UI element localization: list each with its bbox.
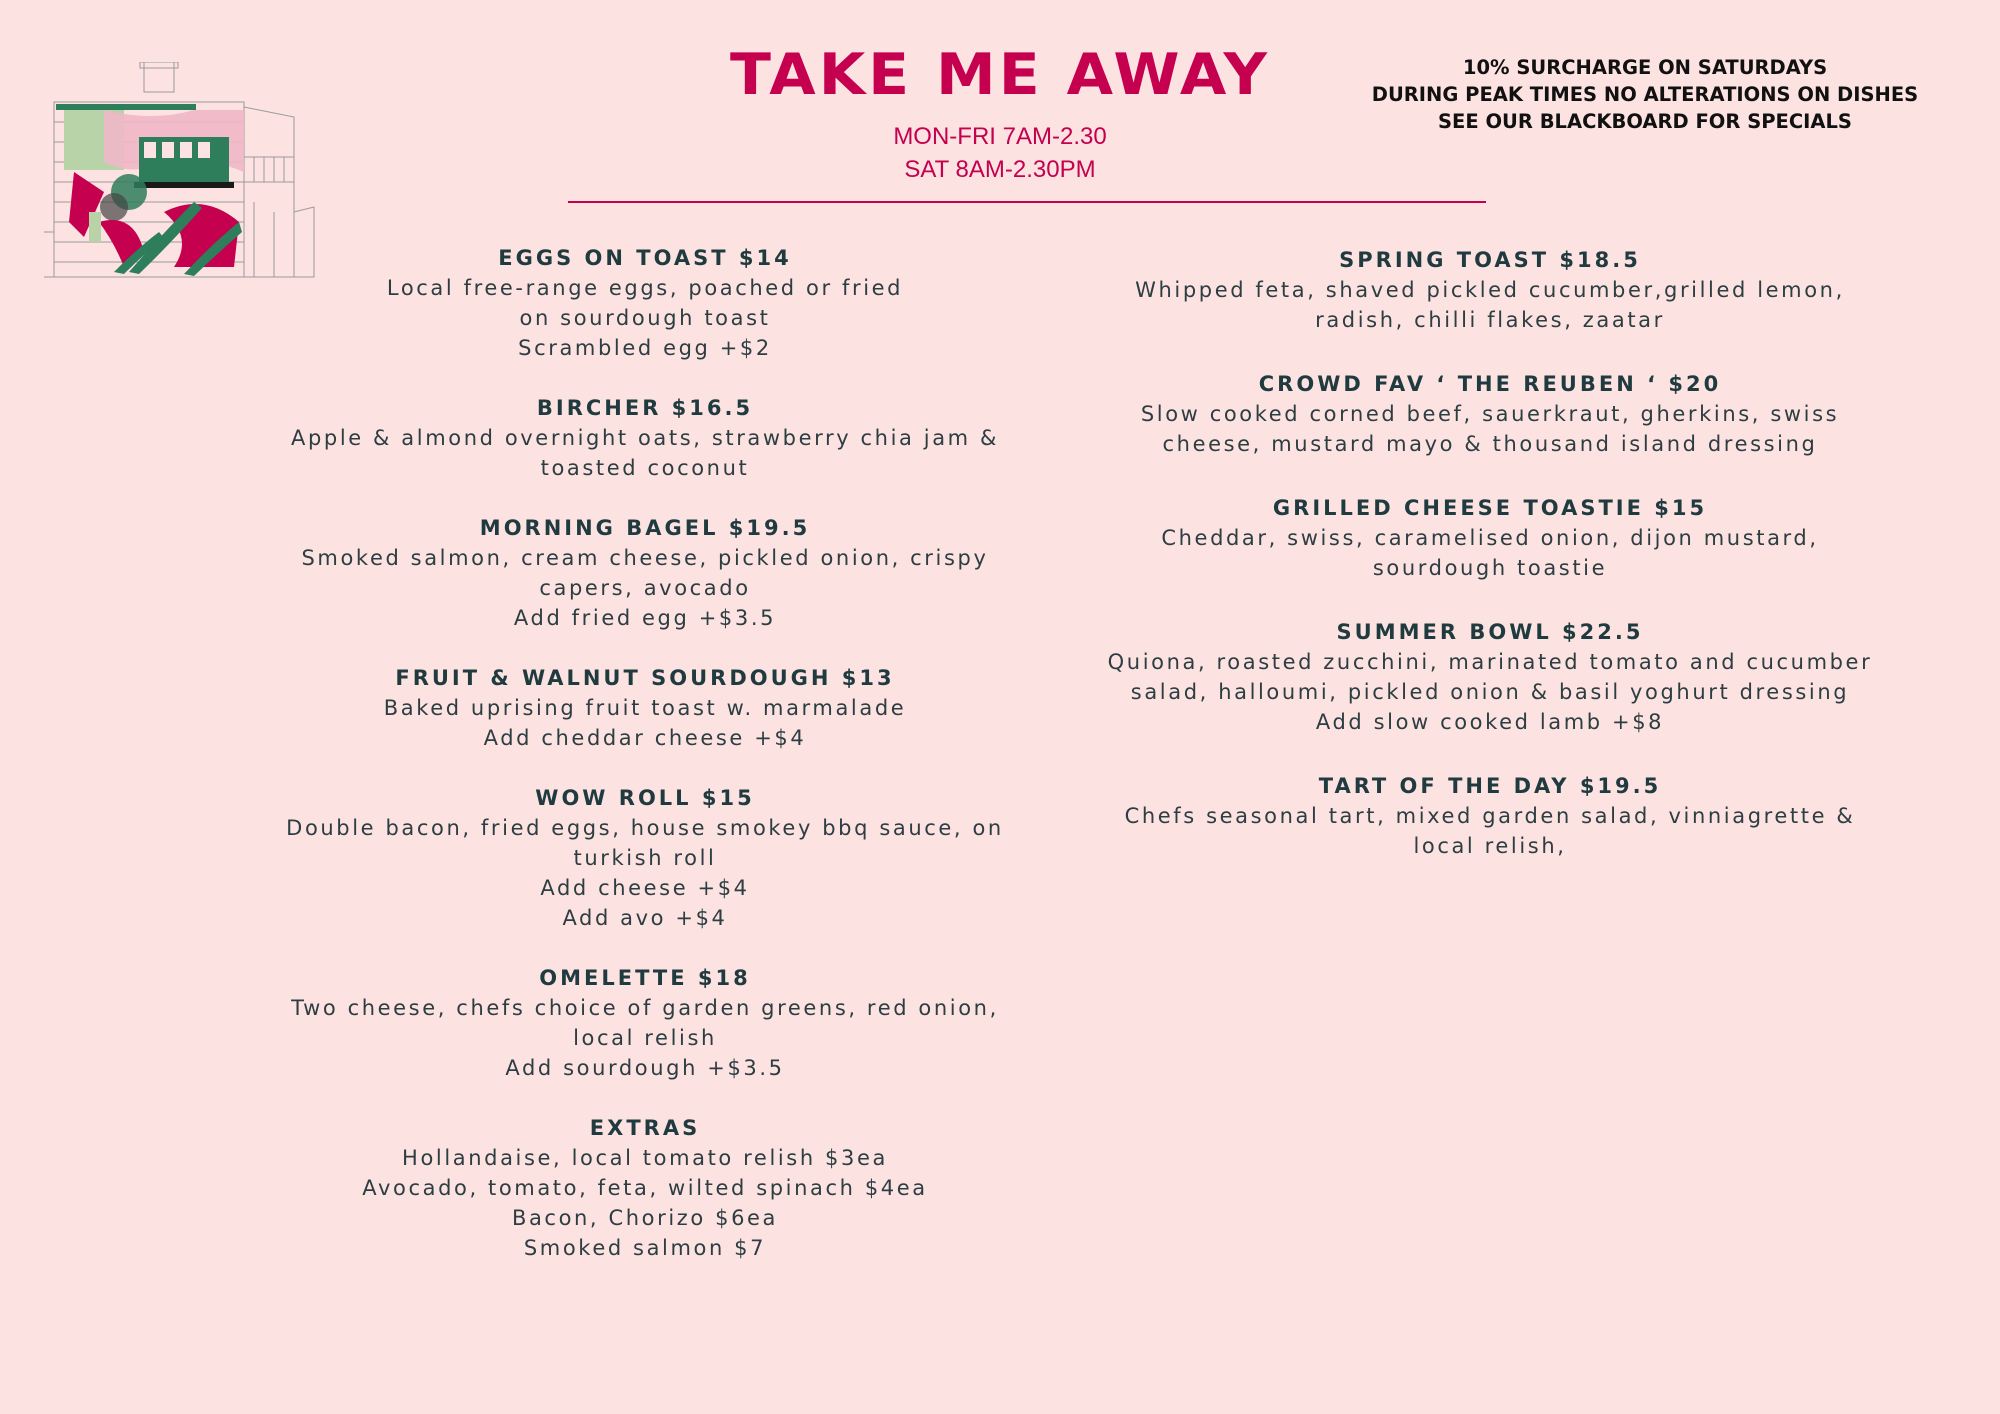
notice-block — [1360, 54, 1930, 135]
menu-item-title: EGGS ON TOAST $14 — [498, 246, 792, 270]
menu-item-title: SUMMER BOWL $22.5 — [1336, 620, 1644, 644]
menu-item-addon: Scrambled egg +$2 — [518, 336, 772, 360]
menu-item-description: Smoked salmon, cream cheese, pickled onion, crispy — [301, 546, 989, 570]
header — [560, 40, 1440, 186]
extras-line: Avocado, tomato, feta, wilted spinach $4ea — [362, 1176, 928, 1200]
menu-item — [1040, 493, 1940, 583]
menu-item — [245, 783, 1045, 933]
menu-item-description: toasted coconut — [540, 456, 750, 480]
menu-item-addon: Add sourdough +$3.5 — [505, 1056, 785, 1080]
menu-item-addon: Add cheddar cheese +$4 — [483, 726, 807, 750]
menu-column-right — [1040, 245, 1940, 895]
extras-line: Hollandaise, local tomato relish $3ea — [402, 1146, 888, 1170]
menu-item — [245, 963, 1045, 1083]
menu-item-description: turkish roll — [573, 846, 717, 870]
menu-item-description: on sourdough toast — [519, 306, 771, 330]
menu-item-description: Two cheese, chefs choice of garden greens, red onion, — [291, 996, 999, 1020]
menu-item-description: Cheddar, swiss, caramelised onion, dijon mustard, — [1161, 526, 1819, 550]
menu-item-title: WOW ROLL $15 — [535, 786, 755, 810]
menu-item-description: local relish — [573, 1026, 717, 1050]
notice-line: 10% SURCHARGE ON SATURDAYS — [1462, 56, 1828, 79]
menu-item-description: radish, chilli flakes, zaatar — [1315, 308, 1665, 332]
menu-item-title: SPRING TOAST $18.5 — [1339, 248, 1641, 272]
menu-item-title: GRILLED CHEESE TOASTIE $15 — [1272, 496, 1708, 520]
menu-item — [245, 393, 1045, 483]
menu-item-title: TART OF THE DAY $19.5 — [1318, 774, 1662, 798]
menu-column-left — [245, 243, 1045, 1293]
menu-item-description: salad, halloumi, pickled onion & basil yoghurt dressing — [1130, 680, 1850, 704]
menu-item-extras — [245, 1113, 1045, 1263]
menu-item — [1040, 617, 1940, 737]
menu-item-description: local relish, — [1413, 834, 1567, 858]
extras-line: Smoked salmon $7 — [523, 1236, 767, 1260]
menu-item-description: capers, avocado — [539, 576, 751, 600]
opening-hours — [560, 120, 1440, 186]
menu-item — [245, 663, 1045, 753]
extras-line: Bacon, Chorizo $6ea — [511, 1206, 779, 1230]
notice-line: DURING PEAK TIMES NO ALTERATIONS ON DISHES — [1371, 83, 1919, 106]
menu-item-title: FRUIT & WALNUT SOURDOUGH $13 — [395, 666, 895, 690]
hours-weekday: MON-FRI 7AM-2.30 — [893, 123, 1107, 150]
menu-item-description: Local free-range eggs, poached or fried — [386, 276, 904, 300]
menu-item-title: BIRCHER $16.5 — [536, 396, 754, 420]
menu-item-addon: Add fried egg +$3.5 — [513, 606, 777, 630]
menu-item — [245, 243, 1045, 363]
menu-item-description: Double bacon, fried eggs, house smokey bbq sauce, on — [286, 816, 1004, 840]
menu-item-title: OMELETTE $18 — [539, 966, 751, 990]
notice-line: SEE OUR BLACKBOARD FOR SPECIALS — [1438, 110, 1852, 133]
menu-item-description: Quiona, roasted zucchini, marinated tomato and cucumber — [1107, 650, 1873, 674]
menu-item-title: MORNING BAGEL $19.5 — [479, 516, 811, 540]
menu-item — [1040, 771, 1940, 861]
hours-saturday: SAT 8AM-2.30PM — [904, 156, 1096, 183]
menu-item-addon: Add slow cooked lamb +$8 — [1315, 710, 1665, 734]
menu-item-description: Slow cooked corned beef, sauerkraut, gherkins, swiss — [1140, 402, 1840, 426]
menu-item-description: cheese, mustard mayo & thousand island dressing — [1162, 432, 1818, 456]
menu-item-addon: Add avo +$4 — [562, 906, 728, 930]
menu-item-description: sourdough toastie — [1372, 556, 1608, 580]
header-divider — [568, 201, 1486, 203]
menu-item — [1040, 369, 1940, 459]
menu-title: TAKE ME AWAY — [729, 41, 1271, 109]
menu-item-description: Whipped feta, shaved pickled cucumber,grilled lemon, — [1135, 278, 1845, 302]
menu-item-description: Apple & almond overnight oats, strawberry chia jam & — [291, 426, 999, 450]
menu-item-title: EXTRAS — [589, 1116, 701, 1140]
menu-item-description: Chefs seasonal tart, mixed garden salad, vinniagrette & — [1124, 804, 1856, 828]
menu-item-addon: Add cheese +$4 — [540, 876, 750, 900]
menu-item — [1040, 245, 1940, 335]
menu-item — [245, 513, 1045, 633]
menu-item-description: Baked uprising fruit toast w. marmalade — [383, 696, 907, 720]
menu-item-title: CROWD FAV ‘ THE REUBEN ‘ $20 — [1258, 372, 1722, 396]
